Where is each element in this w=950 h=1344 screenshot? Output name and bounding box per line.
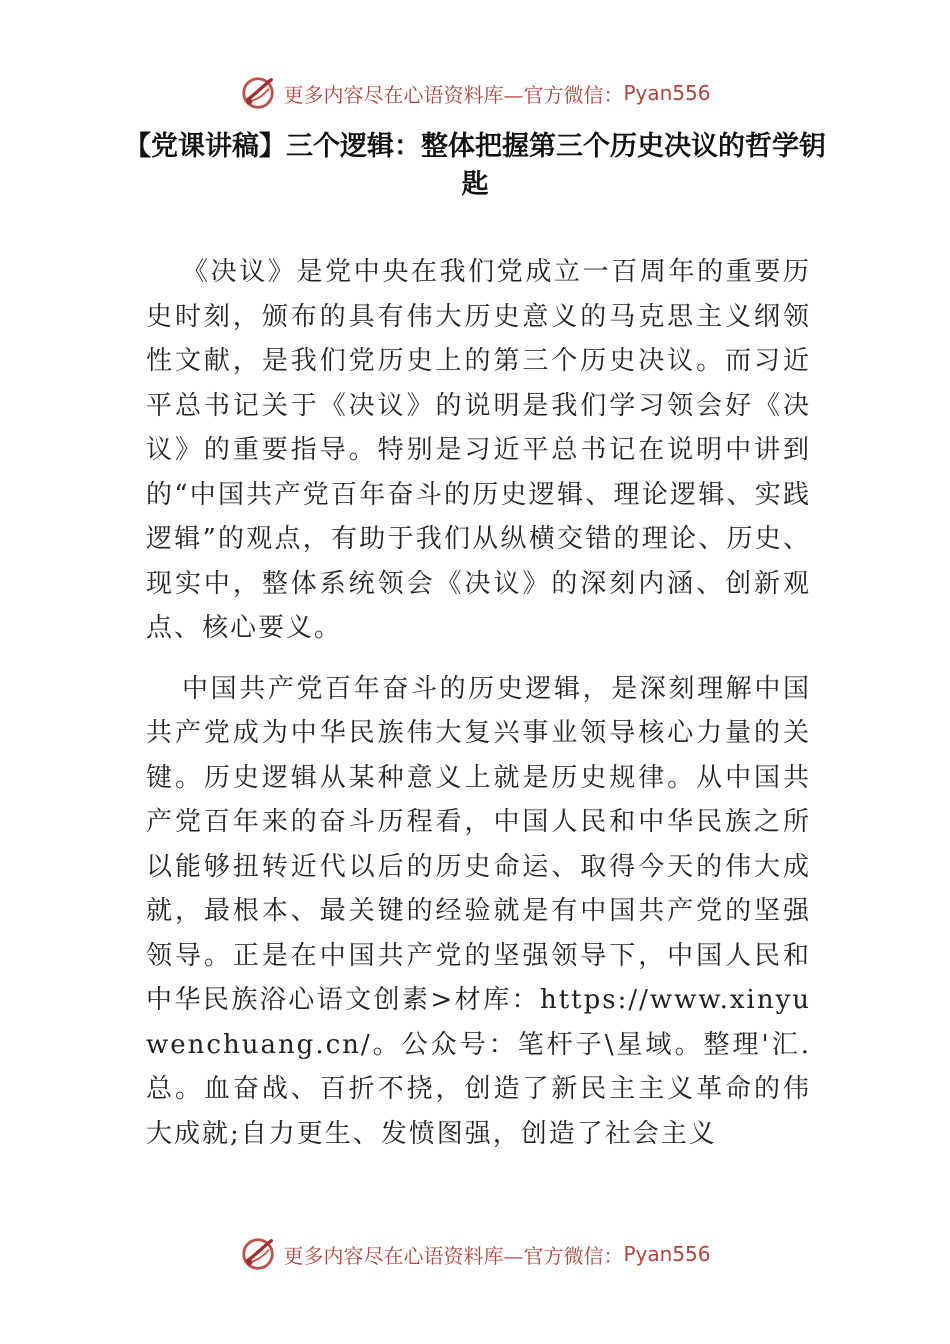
footer-banner <box>0 1231 950 1277</box>
banner-text: 更多内容尽在心语资料库—官方微信： <box>283 82 624 107</box>
wechat-id: Pyan556 <box>623 1242 711 1266</box>
paragraph: 中国共产党百年奋斗的历史逻辑，是深刻理解中国共产党成为中华民族伟大复兴事业领导核心力量的关键。历史逻辑从某种意义上就是历史规律。从中国共产党百年来的奋斗历程看，中国人民和中华民族之所以能够扭转近代以后的历史命运、取得今天的伟大成就，最根本、最关键的经验就是有中国共产党的坚强领导。正是在中国共产党的坚强领导下，中国人民和中华民族浴心语文创素>材库：https://www.xinyuwenchuang.cn/。公众号：笔杆子\星域。整理'汇.总。血奋战、百折不挠，创造了新民主主义革命的伟大成就;自力更生、发愤图强，创造了社会主义 <box>146 673 811 1149</box>
document-title: 【党课讲稿】三个逻辑：整体把握第三个历史决议的哲学钥匙 <box>124 131 826 200</box>
banner-text: 更多内容尽在心语资料库—官方微信： <box>283 1243 624 1268</box>
header-banner <box>0 70 950 116</box>
wechat-id: Pyan556 <box>623 81 711 105</box>
brush-logo-icon <box>239 74 277 112</box>
document-body <box>146 250 811 1172</box>
paragraph: 《决议》是党中央在我们党成立一百周年的重要历史时刻，颁布的具有伟大历史意义的马克思主义纲领性文献，是我们党历史上的第三个历史决议。而习近平总书记关于《决议》的说明是我们学习领会好《决议》的重要指导。特别是习近平总书记在说明中讲到的“中国共产党百年奋斗的历史逻辑、理论逻辑、实践逻辑”的观点，有助于我们从纵横交错的理论、历史、现实中，整体系统领会《决议》的深刻内涵、创新观点、核心要义。 <box>146 257 811 643</box>
brush-logo-icon <box>239 1235 277 1273</box>
